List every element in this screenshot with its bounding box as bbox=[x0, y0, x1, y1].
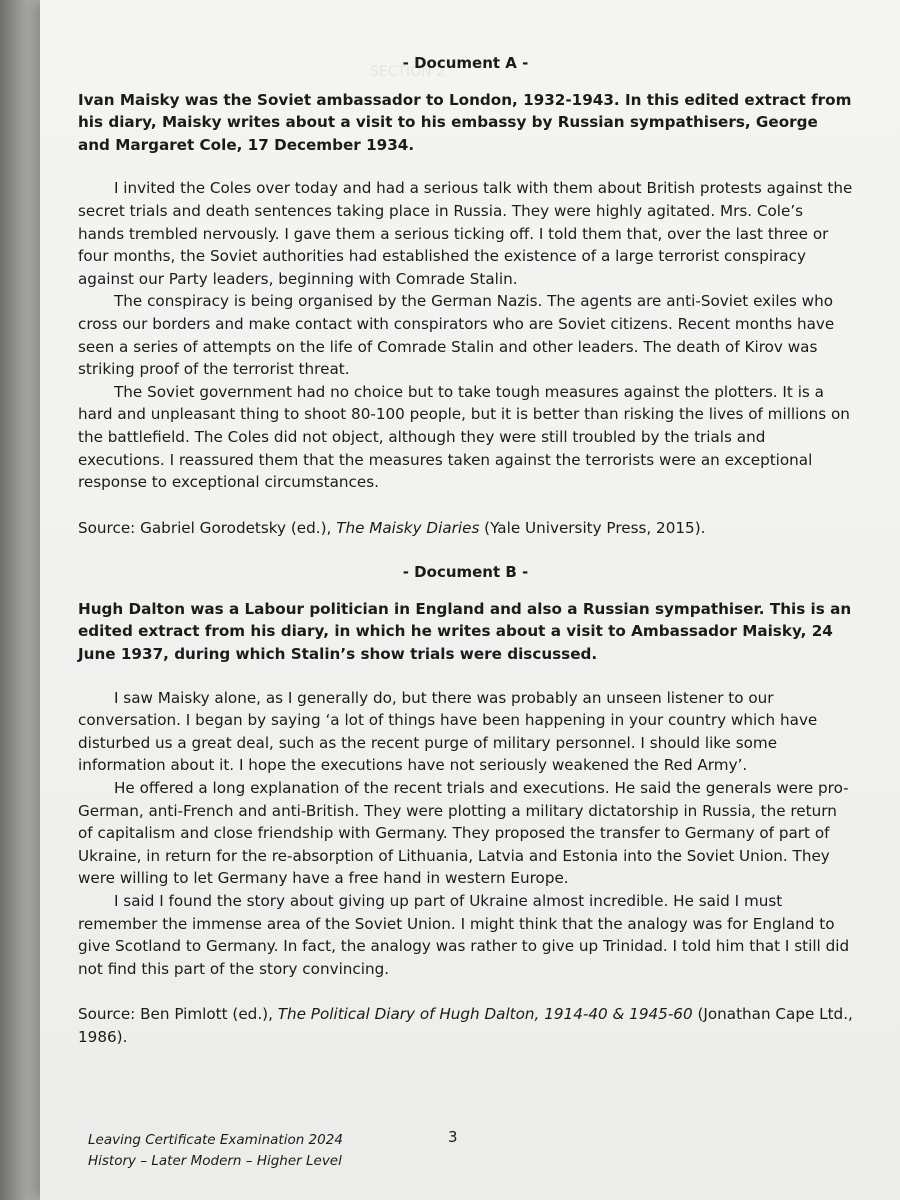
document-b-source bbox=[78, 1003, 853, 1048]
document-a-paragraph-2: The conspiracy is being organised by the German Nazis. The agents are anti-Soviet exiles who cross our borders and make contact with conspirators who are Soviet citizens. Recent months have seen a series of attempts on the life of Comrade Stalin and other leaders. The death of Kirov was striking proof of the terrorist threat. bbox=[78, 292, 835, 379]
page-content bbox=[78, 52, 853, 1071]
document-a-heading: - Document A - bbox=[402, 54, 529, 72]
bleed-through-text: SECTION 2 bbox=[370, 64, 446, 80]
footer-exam-title: Leaving Certificate Examination 2024 bbox=[88, 1132, 343, 1148]
document-b-intro: Hugh Dalton was a Labour politician in England and also a Russian sympathiser. This is an edited extract from his diary, in which he writes about a visit to Ambassador Maisky, 24 June 1937, during which Stalin’s show trials were discussed. bbox=[78, 599, 852, 664]
document-b-paragraph-2: He offered a long explanation of the recent trials and executions. He said the generals were pro-German, anti-French and anti-British. They were plotting a military dictatorship in Russia, the return of capitalism and close friendship with Germany. They proposed the transfer to Germany of part of Ukraine, in return for the re-absorption of Lithuania, Latvia and Estonia into the Soviet Union. They were willing to let Germany have a free hand in western Europe. bbox=[78, 779, 849, 888]
source-prefix: Source: Ben Pimlott (ed.), bbox=[78, 1005, 278, 1024]
document-a-paragraph-1: I invited the Coles over today and had a serious talk with them about British protests against the secret trials and death sentences taking place in Russia. They were highly agitated. Mrs. Cole’s hands trembled nervously. I gave them a serious ticking off. I told them that, over the last three or four months, the Soviet authorities had established the existence of a large terrorist conspiracy against our Party leaders, beginning with Comrade Stalin. bbox=[78, 179, 853, 288]
document-a-intro: Ivan Maisky was the Soviet ambassador to London, 1932-1943. In this edited extract from his diary, Maisky writes about a visit to his embassy by Russian sympathisers, George and Margaret Cole, 17 December 1934. bbox=[78, 90, 852, 154]
source-title: The Political Diary of Hugh Dalton, 1914-40 & 1945-60 bbox=[277, 1005, 693, 1024]
document-b-paragraph-3: I said I found the story about giving up part of Ukraine almost incredible. He said I must remember the immense area of the Soviet Union. I might think that the analogy was for England to give Scotland to Germany. In fact, the analogy was rather to give up Trinidad. I told him that I still did not find this part of the story convincing. bbox=[78, 892, 850, 978]
source-suffix: (Yale University Press, 2015). bbox=[479, 518, 706, 537]
document-b-paragraph-1: I saw Maisky alone, as I generally do, but there was probably an unseen listener to our conversation. I began by saying ‘a lot of things have been happening in your country which have disturbed us a great deal, such as the recent purge of military personnel. I should like some information about it. I hope the executions have not seriously weakened the Red Army’. bbox=[78, 688, 818, 775]
document-a bbox=[78, 52, 853, 539]
document-b bbox=[78, 561, 853, 1048]
document-a-paragraph-3: The Soviet government had no choice but to take tough measures against the plotters. It is a hard and unpleasant thing to shoot 80-100 people, but it is better than risking the lives of millions on the battlefield. The Coles did not object, although they were still troubled by the trials and executions. I reassured them that the measures taken against the terrorists were an exceptional response to exceptional circumstances. bbox=[78, 382, 850, 492]
exam-page bbox=[40, 0, 900, 1200]
page-footer bbox=[88, 1130, 788, 1172]
document-a-source bbox=[78, 517, 853, 540]
footer-subject: History – Later Modern – Higher Level bbox=[88, 1153, 342, 1169]
source-prefix: Source: Gabriel Gorodetsky (ed.), bbox=[78, 518, 337, 537]
source-title: The Maisky Diaries bbox=[336, 518, 480, 537]
document-b-heading: - Document B - bbox=[402, 563, 529, 582]
source-suffix: (Jonathan Cape Ltd., 1986). bbox=[78, 1005, 853, 1046]
page-number: 3 bbox=[448, 1128, 458, 1146]
